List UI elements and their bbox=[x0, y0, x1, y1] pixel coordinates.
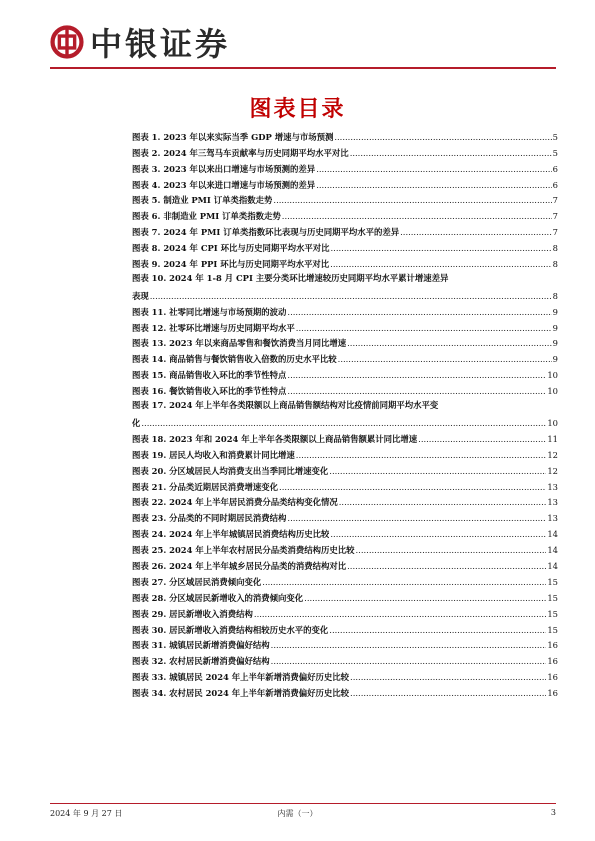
toc-leader-dots bbox=[273, 193, 551, 207]
toc-entry-label: 图表 13. 2023 年以来商品零售和餐饮消费当月同比增速 bbox=[132, 338, 347, 349]
toc-leader-dots bbox=[350, 670, 546, 684]
toc-entry[interactable] bbox=[132, 637, 558, 653]
toc-entry[interactable] bbox=[132, 668, 558, 684]
toc-leader-dots bbox=[339, 495, 547, 509]
toc-leader-dots bbox=[150, 289, 552, 303]
bank-of-china-logo-icon bbox=[50, 25, 84, 59]
toc-entry-page: 16 bbox=[547, 688, 558, 699]
toc-leader-dots bbox=[350, 146, 552, 160]
toc-entry-label: 图表 32. 农村居民新增消费偏好结构 bbox=[132, 656, 270, 667]
toc-entry-page: 7 bbox=[552, 195, 558, 206]
toc-leader-dots bbox=[334, 130, 551, 144]
toc-entry-page: 9 bbox=[552, 338, 558, 349]
toc-entry-label: 图表 27. 分区域居民消费倾向变化 bbox=[132, 576, 262, 587]
toc-entry-page: 15 bbox=[547, 592, 558, 603]
toc-entry[interactable] bbox=[132, 430, 558, 446]
toc-entry-label: 图表 9. 2024 年 PPI 环比与历史同期平均水平对比 bbox=[132, 259, 330, 270]
toc-entry-label: 图表 12. 社零环比增速与历史同期平均水平 bbox=[132, 322, 295, 333]
toc-entry[interactable] bbox=[132, 255, 558, 271]
toc-leader-dots bbox=[400, 225, 552, 239]
toc-entry[interactable] bbox=[132, 144, 558, 160]
toc-entry-page: 10 bbox=[547, 370, 558, 381]
toc-leader-dots bbox=[287, 368, 546, 382]
toc-entry-label: 图表 2. 2024 年三驾马车贡献率与历史同期平均水平对比 bbox=[132, 147, 349, 158]
toc-entry-page: 7 bbox=[552, 211, 558, 222]
toc-entry-page: 6 bbox=[552, 163, 558, 174]
toc-entry[interactable] bbox=[132, 335, 558, 351]
toc-leader-dots bbox=[279, 480, 546, 494]
toc-entry-page: 5 bbox=[552, 147, 558, 158]
toc-leader-dots bbox=[141, 416, 546, 430]
toc-entry-label: 图表 10. 2024 年 1-8 月 CPI 主要分类环比增速较历史同期平均水平累计增速差异 bbox=[132, 273, 449, 284]
toc-entry-label: 图表 14. 商品销售与餐饮销售收入倍数的历史水平比较 bbox=[132, 354, 337, 365]
toc-leader-dots bbox=[330, 527, 546, 541]
toc-entry-label: 图表 18. 2023 年和 2024 年上半年各类限额以上商品销售额累计同比增速 bbox=[132, 433, 418, 444]
toc-entry-label: 图表 19. 居民人均收入和消费累计同比增速 bbox=[132, 449, 295, 460]
toc-entry-label: 图表 20. 分区域居民人均消费支出当季同比增速变化 bbox=[132, 465, 329, 476]
toc-entry[interactable] bbox=[132, 557, 558, 573]
toc-entry-page: 5 bbox=[552, 131, 558, 142]
toc-entry[interactable] bbox=[132, 382, 558, 398]
toc-entry-page: 8 bbox=[552, 290, 558, 301]
toc-entry-label: 图表 25. 2024 年上半年农村居民分品类消费结构历史比较 bbox=[132, 545, 355, 556]
toc-entry-label: 图表 26. 2024 年上半年城乡居民分品类的消费结构对比 bbox=[132, 560, 347, 571]
toc-entry[interactable] bbox=[132, 350, 558, 366]
toc-entry-page: 15 bbox=[547, 576, 558, 587]
toc-entry-page: 14 bbox=[547, 560, 558, 571]
toc-entry-label: 图表 1. 2023 年以来实际当季 GDP 增速与市场预测 bbox=[132, 131, 334, 142]
toc-entry-page: 8 bbox=[552, 259, 558, 270]
toc-entry-label: 图表 30. 居民新增收入消费结构相较历史水平的变化 bbox=[132, 624, 329, 635]
toc-entry-label-continued: 表现 bbox=[132, 290, 149, 301]
toc-leader-dots bbox=[287, 511, 546, 525]
toc-leader-dots bbox=[254, 607, 546, 621]
toc-leader-dots bbox=[347, 336, 552, 350]
toc-entry-label: 图表 28. 分区域居民新增收入的消费倾向变化 bbox=[132, 592, 304, 603]
toc-leader-dots bbox=[329, 464, 546, 478]
toc-entry[interactable] bbox=[132, 478, 558, 494]
toc-entry-page: 9 bbox=[552, 354, 558, 365]
toc-entry[interactable] bbox=[132, 192, 558, 208]
toc-entry-label: 图表 16. 餐饮销售收入环比的季节性特点 bbox=[132, 386, 287, 397]
toc-entry-page: 10 bbox=[547, 386, 558, 397]
toc-leader-dots bbox=[271, 638, 547, 652]
toc-entry[interactable] bbox=[132, 605, 558, 621]
toc-entry[interactable] bbox=[132, 589, 558, 605]
toc-entry-label: 图表 22. 2024 年上半年居民消费分品类结构变化情况 bbox=[132, 497, 338, 508]
toc-entry-page: 10 bbox=[547, 417, 558, 428]
toc-leader-dots bbox=[356, 543, 547, 557]
toc-leader-dots bbox=[296, 448, 547, 462]
toc-leader-dots bbox=[287, 305, 551, 319]
toc-entry-page: 13 bbox=[547, 497, 558, 508]
toc-entry[interactable] bbox=[132, 223, 558, 239]
toc-entry-page: 16 bbox=[547, 672, 558, 683]
toc-entry-page: 16 bbox=[547, 640, 558, 651]
toc-leader-dots bbox=[304, 591, 546, 605]
toc-entry[interactable] bbox=[132, 271, 558, 303]
toc-entry[interactable] bbox=[132, 176, 558, 192]
toc-leader-dots bbox=[282, 209, 552, 223]
toc-entry-page: 15 bbox=[547, 624, 558, 635]
footer-divider bbox=[50, 803, 556, 804]
toc-leader-dots bbox=[347, 559, 546, 573]
toc-entry[interactable] bbox=[132, 684, 558, 700]
toc-leader-dots bbox=[296, 321, 552, 335]
toc-entry-label: 图表 23. 分品类的不同时期居民消费结构 bbox=[132, 513, 287, 524]
toc-leader-dots bbox=[418, 432, 546, 446]
toc-entry-page: 7 bbox=[552, 227, 558, 238]
toc-entry-label: 图表 33. 城镇居民 2024 年上半年新增消费偏好历史比较 bbox=[132, 672, 350, 683]
toc-entry-label: 图表 11. 社零同比增速与市场预期的波动 bbox=[132, 306, 287, 317]
toc-entry-label: 图表 8. 2024 年 CPI 环比与历史同期平均水平对比 bbox=[132, 243, 330, 254]
toc-entry-label: 图表 34. 农村居民 2024 年上半年新增消费偏好历史比较 bbox=[132, 688, 350, 699]
toc-entry[interactable] bbox=[132, 509, 558, 525]
toc-entry-page: 15 bbox=[547, 608, 558, 619]
toc-entry-label: 图表 15. 商品销售收入环比的季节性特点 bbox=[132, 370, 287, 381]
toc-leader-dots bbox=[330, 257, 552, 271]
toc-leader-dots bbox=[329, 623, 546, 637]
toc-entry-page: 14 bbox=[547, 529, 558, 540]
header-divider bbox=[50, 67, 556, 69]
toc-entry-label: 图表 31. 城镇居民新增消费偏好结构 bbox=[132, 640, 270, 651]
toc-entry-label: 图表 5. 制造业 PMI 订单类指数走势 bbox=[132, 195, 273, 206]
page-title: 图表目录 bbox=[249, 97, 346, 122]
toc-entry-label: 图表 3. 2023 年以来出口增速与市场预测的差异 bbox=[132, 163, 316, 174]
toc-leader-dots bbox=[338, 352, 552, 366]
footer-section: 内需（一） bbox=[277, 809, 318, 818]
toc-entry-page: 9 bbox=[552, 322, 558, 333]
toc-entry-label: 图表 4. 2023 年以来进口增速与市场预测的差异 bbox=[132, 179, 316, 190]
footer-date: 2024 年 9 月 27 日 bbox=[50, 809, 123, 818]
toc-entry-page: 8 bbox=[552, 243, 558, 254]
toc-leader-dots bbox=[287, 384, 546, 398]
page-number: 3 bbox=[550, 808, 556, 817]
toc-entry[interactable] bbox=[132, 128, 558, 144]
toc-leader-dots bbox=[316, 162, 551, 176]
toc-entry-page: 13 bbox=[547, 481, 558, 492]
toc-leader-dots bbox=[350, 686, 546, 700]
toc-leader-dots bbox=[316, 178, 551, 192]
toc-entry[interactable] bbox=[132, 366, 558, 382]
toc-entry-page: 6 bbox=[552, 179, 558, 190]
toc-entry-label: 图表 29. 居民新增收入消费结构 bbox=[132, 608, 253, 619]
toc-entry-page: 16 bbox=[547, 656, 558, 667]
toc-entry-label-continued: 化 bbox=[132, 417, 141, 428]
toc-entry-page: 9 bbox=[552, 306, 558, 317]
toc-entry-page: 13 bbox=[547, 513, 558, 524]
toc-entry-page: 12 bbox=[547, 465, 558, 476]
toc-leader-dots bbox=[271, 654, 547, 668]
toc-entry[interactable] bbox=[132, 525, 558, 541]
toc-entry[interactable] bbox=[132, 541, 558, 557]
table-of-figures bbox=[132, 128, 558, 700]
toc-entry[interactable] bbox=[132, 652, 558, 668]
toc-entry-label: 图表 17. 2024 年上半年各类限额以上商品销售额结构对比疫情前同期平均水平变 bbox=[132, 400, 439, 411]
toc-entry[interactable] bbox=[132, 160, 558, 176]
toc-entry-label: 图表 6. 非制造业 PMI 订单类指数走势 bbox=[132, 211, 281, 222]
toc-entry[interactable] bbox=[132, 319, 558, 335]
toc-entry-label: 图表 21. 分品类近期居民消费增速变化 bbox=[132, 481, 279, 492]
toc-entry[interactable] bbox=[132, 462, 558, 478]
company-name: 中银证券 bbox=[90, 25, 231, 63]
toc-entry[interactable] bbox=[132, 398, 558, 430]
toc-leader-dots bbox=[262, 575, 546, 589]
toc-entry-label: 图表 7. 2024 年 PMI 订单类指数环比表现与历史同期平均水平的差异 bbox=[132, 227, 400, 238]
toc-entry[interactable] bbox=[132, 303, 558, 319]
toc-entry[interactable] bbox=[132, 573, 558, 589]
toc-entry-page: 11 bbox=[547, 433, 558, 444]
toc-entry-label: 图表 24. 2024 年上半年城镇居民消费结构历史比较 bbox=[132, 529, 330, 540]
toc-leader-dots bbox=[331, 241, 552, 255]
toc-entry[interactable] bbox=[132, 207, 558, 223]
toc-entry-page: 12 bbox=[547, 449, 558, 460]
toc-entry[interactable] bbox=[132, 239, 558, 255]
toc-entry[interactable] bbox=[132, 621, 558, 637]
company-logo bbox=[50, 22, 230, 62]
toc-entry[interactable] bbox=[132, 446, 558, 462]
toc-entry-page: 14 bbox=[547, 545, 558, 556]
toc-entry[interactable] bbox=[132, 494, 558, 510]
